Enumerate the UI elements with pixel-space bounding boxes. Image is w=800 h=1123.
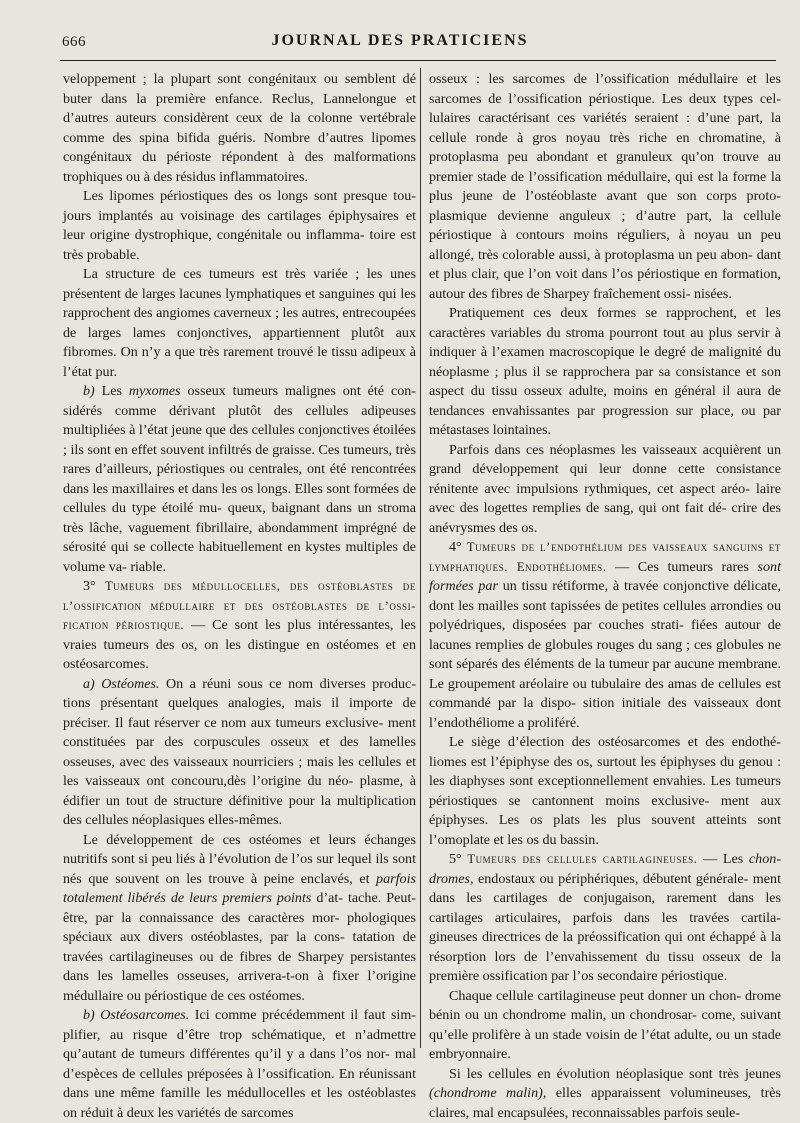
- page-number: 666: [62, 34, 86, 51]
- right-paragraph-3: Parfois dans ces néoplasmes les vaisseaux acquièrent un grand développement qui leur donne cette consistance rénitente avec impulsions rythmiques, cet aspect aréo- laire avec des logettes remplies de sang, qui ont fait dé- crire des anévrysmes des os.: [429, 441, 781, 539]
- osteosarcomes-text: Ici comme précédemment il faut sim- plifier, au risque d’être trop schématique, et n’admettre qu’autant de tumeurs différentes qu’il y a dans l’os nor- mal d’espèces de cellules préposées à l’ossification. En réunissant dans une même famille les médullocelles et les ostéoblastes on réduit à deux les variétés de sarcomes: [63, 1007, 416, 1121]
- section-label-b-myxomes: b): [83, 383, 95, 399]
- left-paragraph-3: La structure de ces tumeurs est très variée ; les unes présentent de larges lacunes lymphatiques et sanguines qui les rapprochent des angiomes caverneux ; les autres, entrecoupées de larges lames conjonctives, appartiennent plutôt aux fibromes. On n’y a que très rarement trouvé le tissu adipeux à l’état pur.: [63, 265, 416, 382]
- section-number-3: 3°: [83, 578, 96, 594]
- young-cells-text: elles apparaissent volumineuses, très claires, mal encapsulées, reconnaissables parfois seule-: [429, 1085, 781, 1121]
- section-4-text-1: — Ces tumeurs rares: [615, 559, 749, 575]
- section-number-4: 4°: [449, 539, 462, 555]
- chondrome-malin-term: (chondrome malin),: [429, 1085, 546, 1101]
- right-paragraph-7: Chaque cellule cartilagineuse peut donner un chon- drome bénin ou un chondrome malin, un chondrosar- come, suivant qu’elle prolifère à un stade voisin de l’état adulte, ou un stade embryonnaire.: [429, 987, 781, 1065]
- left-paragraph-7: [63, 831, 416, 1007]
- right-paragraph-6: [429, 850, 781, 987]
- left-paragraph-6: [63, 675, 416, 831]
- section-3-text: — Ce sont les plus intéressantes, les vraies tumeurs des os, on les distingue en ostéomes et en ostéosarcomes.: [63, 617, 416, 672]
- section-4-italic: sont formées par: [429, 559, 781, 595]
- left-paragraph-2: Les lipomes périostiques des os longs sont presque tou- jours implantés au voisinage des cartilages épiphysaires et leur origine dystrophique, congénitale ou inflamma- toire est très probable.: [63, 187, 416, 265]
- right-paragraph-8: [429, 1065, 781, 1123]
- column-divider: [420, 68, 421, 1048]
- right-column: [429, 70, 781, 1123]
- myxomes-pre: Les: [102, 383, 122, 399]
- young-cells-pre: Si les cellules en évolution néoplasique sont très jeunes: [449, 1066, 781, 1082]
- development-italic: parfois totalement libérés de leurs premiers points: [63, 871, 416, 907]
- left-paragraph-5: [63, 577, 416, 675]
- development-text: d’at- tache. Peut-être, par la connaissance des caractères mor- phologiques spéciaux aux divers ostéoblastes, par la cons- tatation de travées cartilagineuses ou de fibres de Sharpey persistantes dans les lamelles osseuses, arrivera-t-on à fixer l’origine médullaire ou périostique de ces ostéomes.: [63, 890, 416, 1004]
- osteomes-text: On a réuni sous ce nom diverses produc- tions présentant quelques analogies, mais il importe de préciser. Il faut réserver ce nom aux tumeurs exclusive- ment constituées par des corpuscules osseux et des lamelles osseuses, avec des vaisseaux nourriciers ; mais les cellules et les vaisseaux ont concouru,dès l’origine du néo- plasme, à édifier un tout de structure définitive pour la multiplication des cellules néoplasiques elles-mêmes.: [63, 676, 416, 829]
- left-column: [63, 70, 416, 1123]
- myxomes-text: osseux tumeurs malignes ont été con- sidérés comme dérivant plutôt des cellules adipeuses multipliées à l’état jeune que des cellules conjonctives étoilées ; ils sont en effet souvent infiltrés de graisse. Ces tumeurs, très rares d’ailleurs, périostiques ou centrales, ont été rencontrées dans les maxillaires et dans les os longs. Elles sont formées de cellules du type étoilé mu- queux, baignant dans un stroma très lâche, vaguement fibrillaire, abondamment imprégné de sérosité qui se collecte habituellement en kystes multiples de volume va- riable.: [63, 383, 416, 575]
- osteosarcomes-heading: Ostéosarcomes.: [100, 1007, 189, 1023]
- section-5-text-1: — Les: [703, 851, 743, 867]
- left-paragraph-4: [63, 382, 416, 577]
- section-heading-5: Tumeurs des cellules cartilagineuses.: [467, 852, 697, 866]
- right-paragraph-2: Pratiquement ces deux formes se rapprochent, et les caractères variables du stroma pourront tout au plus servir à indiquer à l’examen macroscopique le degré de malignité du néoplasme ; plus il se rapprochera par sa consistance et son aspect du tissu osseux adulte, moins en général il aura de tendances envahissantes par progression sur place, ou par métastases lointaines.: [429, 304, 781, 441]
- myxomes-term: myxomes: [129, 383, 181, 399]
- section-heading-4: Tumeurs de l’endothélium des vaisseaux sanguins et lymphatiques. Endothéliomes.: [429, 540, 781, 574]
- header-rule: [60, 60, 776, 61]
- running-head: JOURNAL DES PRATICIENS: [0, 32, 800, 50]
- section-label-b-osteosarcomes: b): [83, 1007, 95, 1023]
- left-paragraph-8: [63, 1006, 416, 1123]
- section-number-5: 5°: [449, 851, 462, 867]
- section-heading-3: Tumeurs des médullocelles, des ostéoblastes de l’ossification médullaire et des ostéoblastes de l’ossi- fication périostique.: [63, 579, 416, 632]
- left-paragraph-1: veloppement ; la plupart sont congénitaux ou semblent dé buter dans la première enfance. Reclus, Lannelongue et d’autres auteurs considèrent ceux de la colonne vertébrale comme des spina bifida guéris. Nombre d’autres lipomes congénitaux du périoste répondent à des malformations trophiques ou à des résidus inflammatoires.: [63, 70, 416, 187]
- section-5-text-2: endostaux ou périphériques, débutent générale- ment dans les cartilages de conjugaison, rarement dans les cartilages articulaires, parfois dans les travées cartila- gineuses directrices de la préossification qui ont échappé à la résorption lors de l’envahissement du tissu osseux de la première ossification par l’os secondaire périostique.: [429, 871, 781, 985]
- right-paragraph-5: Le siège d’élection des ostéosarcomes et des endothé- liomes est l’épiphyse des os, surtout les épiphyses du genou : les diaphyses sont exceptionnellement envahies. Les tumeurs périostiques se cantonnent moins exclusive- ment aux épiphyses. Les os plats les plus souvent atteints sont l’omoplate et les os du bassin.: [429, 733, 781, 850]
- chondromes-term: chon- dromes,: [429, 851, 781, 887]
- development-pre: Le développement de ces ostéomes et leurs échanges nutritifs sont si peu liés à l’évolution de l’os sur lequel ils sont nés que souvent on les trouve à peine enclavés, et: [63, 832, 416, 887]
- right-paragraph-1: osseux : les sarcomes de l’ossification médullaire et les sarcomes de l’ossification périostique. Les deux types cel- lulaires caractérisant ces variétés seraient : d’une part, la cellule ronde à gros noyau très riche en chromatine, à protoplasma peu abondant et granuleux qu’on trouve au premier stade de l’ossification médullaire, qui est la forme la plus jeune de l’ostéoblaste avant que son corps proto- plasmique devienne anguleux ; d’autre part, la cellule périostique à contours moins réguliers, à noyau un peu allongé, très colorable aussi, à protoplasma un peu abon- dant et plus clair, que l’on voit dans l’os périostique en formation, autour des fibres de Sharpey fraîchement ossi- nisées.: [429, 70, 781, 304]
- section-label-a-osteomes: a): [83, 676, 95, 692]
- osteomes-heading: Ostéomes.: [101, 676, 159, 692]
- section-4-text-2: un tissu rétiforme, à travée conjonctive délicate, dont les mailles sont tapissées de petites cellules arrondies ou polyédriques, disposées par couches strati- fiées autour de lacunes remplies de globules rouges du sang ; ces globules ne sont séparés des éléments de la tumeur par aucune membrane. Le groupement aréolaire ou tubulaire des amas de cellules est commandé par la dispo- sition initiale des vaisseaux dont l’endothéliome a proliféré.: [429, 578, 781, 731]
- right-paragraph-4: [429, 538, 781, 733]
